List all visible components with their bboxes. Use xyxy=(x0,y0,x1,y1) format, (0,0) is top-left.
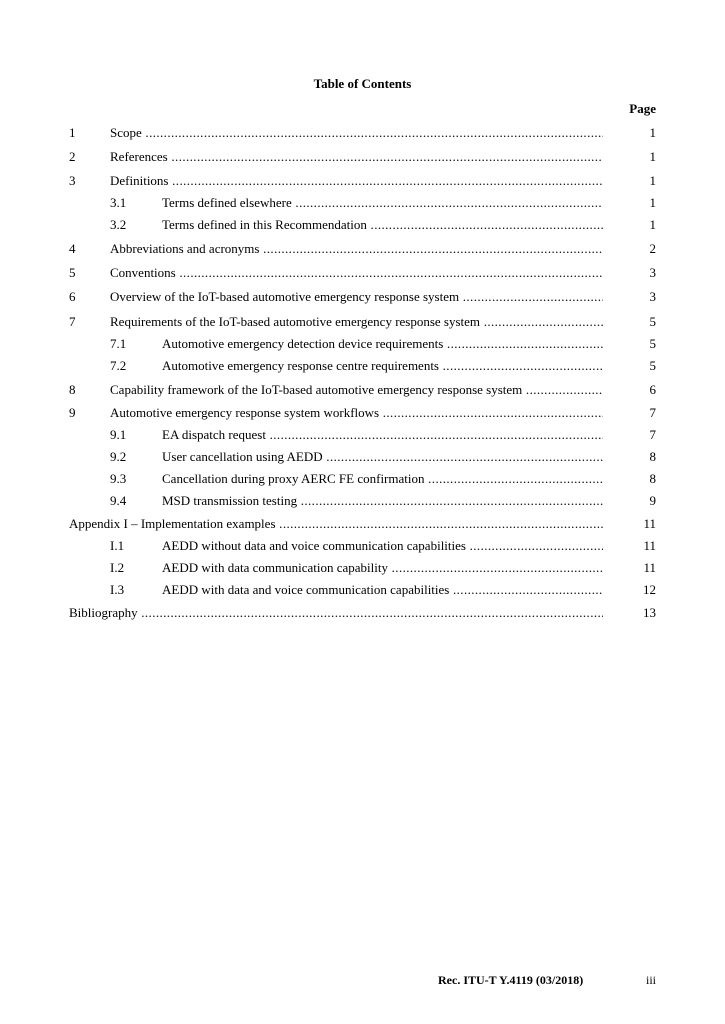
toc-entry-number: I.2 xyxy=(110,560,125,575)
toc-entry-title-text: Bibliography xyxy=(69,605,138,620)
toc-entry-title-text: Overview of the IoT-based automotive emergency response system xyxy=(110,289,460,304)
toc-entry-title-text: AEDD with data and voice communication capabilities xyxy=(162,582,450,597)
toc-entry-number: 3.2 xyxy=(110,217,127,232)
toc-entry-page: 1 xyxy=(649,149,656,164)
toc-entry-title xyxy=(110,240,603,258)
toc-entry-page: 13 xyxy=(643,605,656,620)
toc-entry[interactable] xyxy=(0,448,725,466)
toc-entry[interactable] xyxy=(0,470,725,488)
toc-entry[interactable] xyxy=(0,172,725,190)
toc-entry-title xyxy=(162,448,603,466)
toc-entry-title xyxy=(162,537,603,555)
footer-page-number: iii xyxy=(645,973,656,987)
toc-entry-number: 7 xyxy=(69,314,76,329)
toc-entry-number: 9 xyxy=(69,405,76,420)
toc-entry-title xyxy=(110,264,603,282)
toc-entry-title-text: Conventions xyxy=(110,265,176,280)
page-column-header: Page xyxy=(629,101,656,116)
footer-recommendation: Rec. ITU-T Y.4119 (03/2018) xyxy=(438,973,584,987)
toc-entry[interactable] xyxy=(0,581,725,599)
toc-entry-title-text: Automotive emergency response centre requirements xyxy=(162,358,439,373)
toc-entry[interactable] xyxy=(0,426,725,444)
toc-entry-page: 7 xyxy=(649,405,656,420)
toc-entry[interactable] xyxy=(0,335,725,353)
toc-entry-title xyxy=(162,194,603,212)
toc-entry-title-text: Scope xyxy=(110,125,142,140)
toc-entry-title xyxy=(110,124,603,142)
toc-entry-title xyxy=(162,470,603,488)
toc-entry[interactable] xyxy=(0,537,725,555)
toc-entry-page: 3 xyxy=(649,289,656,304)
toc-entry-title-text: MSD transmission testing xyxy=(162,493,298,508)
toc-entry[interactable] xyxy=(0,381,725,399)
toc-entry-title xyxy=(162,426,603,444)
toc-entry[interactable] xyxy=(0,264,725,282)
toc-entry-title-text: Automotive emergency response system workflows xyxy=(110,405,380,420)
toc-entry-page: 8 xyxy=(649,449,656,464)
toc-entry-number: 5 xyxy=(69,265,76,280)
toc-entry-title-text: Requirements of the IoT-based automotive emergency response system xyxy=(110,314,481,329)
toc-entry-number: 8 xyxy=(69,382,76,397)
toc-entry-title xyxy=(162,357,603,375)
toc-entry[interactable] xyxy=(0,313,725,331)
toc-entry-title xyxy=(162,492,603,510)
toc-entry-page: 1 xyxy=(649,125,656,140)
toc-entry-number: 1 xyxy=(69,125,76,140)
toc-entry-title xyxy=(69,515,603,533)
toc-entry-title-text: Terms defined elsewhere xyxy=(162,195,292,210)
toc-entry-number: 4 xyxy=(69,241,76,256)
toc-entry-page: 6 xyxy=(649,382,656,397)
toc-entry-title xyxy=(110,288,603,306)
toc-entry-title-text: Automotive emergency detection device requirements xyxy=(162,336,444,351)
toc-entry-page: 1 xyxy=(649,195,656,210)
toc-entry[interactable] xyxy=(0,288,725,306)
toc-entry-title xyxy=(69,604,603,622)
toc-entry-number: 6 xyxy=(69,289,76,304)
toc-entry-title-text: Abbreviations and acronyms xyxy=(110,241,260,256)
toc-entry-title xyxy=(110,404,603,422)
toc-entry-page: 8 xyxy=(649,471,656,486)
toc-entry[interactable] xyxy=(0,404,725,422)
toc-entry-number: 7.2 xyxy=(110,358,127,373)
toc-entry-number: 9.3 xyxy=(110,471,127,486)
toc-entry[interactable] xyxy=(0,216,725,234)
toc-entry-number: 3 xyxy=(69,173,76,188)
toc-entry-title xyxy=(162,581,603,599)
toc-entry-page: 7 xyxy=(649,427,656,442)
toc-entry-title-text: AEDD with data communication capability xyxy=(162,560,388,575)
toc-entry-title-text: References xyxy=(110,149,168,164)
toc-entry-page: 1 xyxy=(649,217,656,232)
toc-title: Table of Contents xyxy=(313,76,412,91)
toc-entry-number: 9.2 xyxy=(110,449,127,464)
toc-entry-title-text: Appendix I – Implementation examples xyxy=(69,516,276,531)
toc-entry-title xyxy=(162,335,603,353)
toc-entry[interactable] xyxy=(0,559,725,577)
toc-entry[interactable] xyxy=(0,194,725,212)
toc-entry-number: 9.4 xyxy=(110,493,127,508)
toc-entry-page: 2 xyxy=(649,241,656,256)
toc-entry-page: 3 xyxy=(649,265,656,280)
toc-entry-page: 11 xyxy=(643,560,656,575)
toc-entry-title-text: EA dispatch request xyxy=(162,427,266,442)
toc-entry-number: I.1 xyxy=(110,538,125,553)
toc-entry-page: 9 xyxy=(649,493,656,508)
toc-entry-page: 1 xyxy=(649,173,656,188)
toc-entry-number: 3.1 xyxy=(110,195,127,210)
toc-entry[interactable] xyxy=(0,240,725,258)
toc-entry-title xyxy=(110,313,603,331)
toc-entry[interactable] xyxy=(0,148,725,166)
toc-entry[interactable] xyxy=(0,492,725,510)
toc-entry-title-text: AEDD without data and voice communication capabilities xyxy=(162,538,466,553)
toc-entry-page: 11 xyxy=(643,538,656,553)
toc-entry[interactable] xyxy=(0,124,725,142)
toc-entry-page: 5 xyxy=(649,314,656,329)
toc-entry[interactable] xyxy=(0,604,725,622)
toc-entry-page: 5 xyxy=(649,336,656,351)
toc-entry-title-text: Cancellation during proxy AERC FE confirmation xyxy=(162,471,425,486)
toc-entry-page: 11 xyxy=(643,516,656,531)
toc-entry-title xyxy=(162,559,603,577)
toc-entry-title xyxy=(110,172,603,190)
toc-entry-title xyxy=(110,381,603,399)
toc-entry-number: 2 xyxy=(69,149,76,164)
toc-entry-number: I.3 xyxy=(110,582,125,597)
toc-entry-page: 12 xyxy=(643,582,656,597)
toc-entry-title-text: Terms defined in this Recommendation xyxy=(162,217,367,232)
toc-entry-page: 5 xyxy=(649,358,656,373)
toc-entry[interactable] xyxy=(0,357,725,375)
toc-entry-title-text: User cancellation using AEDD xyxy=(162,449,323,464)
toc-entry-title-text: Capability framework of the IoT-based automotive emergency response system xyxy=(110,382,523,397)
toc-entry-number: 7.1 xyxy=(110,336,127,351)
toc-entry[interactable] xyxy=(0,515,725,533)
toc-entry-title-text: Definitions xyxy=(110,173,169,188)
toc-entry-number: 9.1 xyxy=(110,427,127,442)
toc-entry-title xyxy=(110,148,603,166)
toc-entry-title xyxy=(162,216,603,234)
